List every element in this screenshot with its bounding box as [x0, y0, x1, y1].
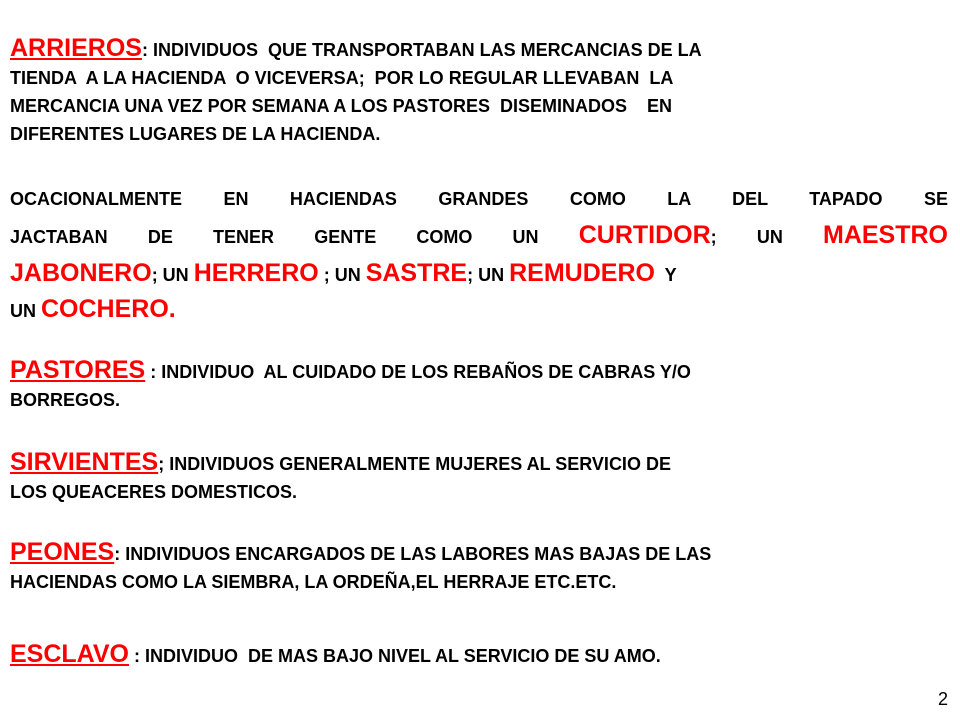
- pastores-term: PASTORES: [10, 356, 146, 384]
- pastores-text-1: INDIVIDUO AL CUIDADO DE LOS REBAÑOS DE CABRAS Y/O: [161, 362, 691, 382]
- peones-line-1: [10, 538, 711, 568]
- pastores-line-1: [10, 356, 691, 386]
- arrieros-term: ARRIEROS: [10, 34, 142, 62]
- arrieros-line-3: MERCANCIA UNA VEZ POR SEMANA A LOS PASTORES DISEMINADOS EN: [10, 96, 673, 116]
- arrieros-line-2: TIENDA A LA HACIENDA O VICEVERSA; POR LO REGULAR LLEVABAN LA: [10, 68, 674, 88]
- esclavo-text-1: INDIVIDUO DE MAS BAJO NIVEL AL SERVICIO DE SU AMO.: [145, 646, 661, 666]
- ocasional-separator-b: ; UN: [318, 265, 366, 285]
- arrieros-paragraph: [10, 34, 702, 148]
- arrieros-text-1: INDIVIDUOS QUE TRANSPORTABAN LAS MERCANCIAS DE LA: [152, 40, 702, 60]
- pastores-paragraph: [10, 356, 691, 414]
- ocasional-separator-d: Y: [654, 265, 677, 285]
- cochero-term: COCHERO.: [41, 295, 176, 323]
- peones-term: PEONES: [10, 538, 115, 566]
- maestro-term: MAESTRO: [823, 221, 948, 249]
- remudero-term: REMUDERO: [509, 259, 655, 287]
- sirvientes-line-1: [10, 448, 671, 478]
- peones-separator: :: [114, 544, 126, 564]
- ocasional-line-1: OCACIONALMENTE EN HACIENDAS GRANDES COMO LA DEL TAPADO SE: [10, 189, 948, 209]
- pastores-line-2: BORREGOS.: [10, 390, 121, 410]
- ocasional-text-4: UN: [10, 301, 41, 321]
- peones-paragraph: [10, 538, 711, 596]
- sirvientes-line-2: LOS QUEACERES DOMESTICOS.: [10, 482, 298, 502]
- arrieros-line-1: [10, 34, 702, 64]
- ocasional-line-2: [10, 216, 948, 256]
- sastre-term: SASTRE: [365, 259, 468, 287]
- esclavo-term: ESCLAVO: [10, 640, 129, 668]
- herrero-term: HERRERO: [193, 259, 319, 287]
- sirvientes-text-1: INDIVIDUOS GENERALMENTE MUJERES AL SERVICIO DE: [169, 454, 671, 474]
- jabonero-term: JABONERO: [10, 259, 152, 287]
- peones-line-2: HACIENDAS COMO LA SIEMBRA, LA ORDEÑA,EL HERRAJE ETC.ETC.: [10, 572, 617, 592]
- arrieros-line-4: DIFERENTES LUGARES DE LA HACIENDA.: [10, 124, 381, 144]
- ocasional-text-2: JACTABAN DE TENER GENTE COMO UN: [10, 227, 579, 247]
- ocasional-line-3: [10, 256, 948, 292]
- ocasional-separator-a: ; UN: [151, 265, 194, 285]
- sirvientes-paragraph: [10, 448, 671, 506]
- ocasional-separator-c: ; UN: [467, 265, 510, 285]
- sirvientes-term: SIRVIENTES: [10, 448, 159, 476]
- ocasional-paragraph: [10, 182, 948, 328]
- esclavo-line-1: [10, 640, 661, 670]
- ocasional-separator-2: ; UN: [710, 227, 823, 247]
- pastores-separator: :: [145, 362, 162, 382]
- sirvientes-separator: ;: [158, 454, 170, 474]
- arrieros-separator: :: [141, 40, 153, 60]
- esclavo-separator: :: [129, 646, 145, 666]
- esclavo-paragraph: [10, 640, 661, 670]
- page-number: 2: [937, 689, 948, 709]
- ocasional-line-4: [10, 292, 948, 328]
- peones-text-1: INDIVIDUOS ENCARGADOS DE LAS LABORES MAS BAJAS DE LAS: [125, 544, 712, 564]
- curtidor-term: CURTIDOR: [578, 221, 711, 249]
